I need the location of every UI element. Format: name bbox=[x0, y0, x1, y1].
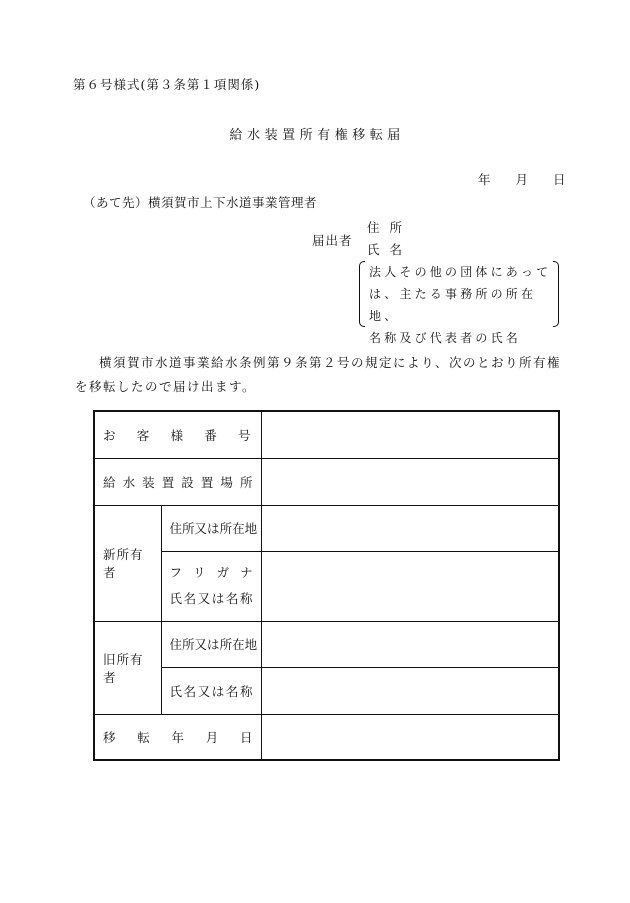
left-bracket bbox=[359, 261, 365, 327]
new-owner-address-label-text bbox=[169, 519, 258, 537]
install-location-label-text bbox=[103, 473, 253, 491]
label-char: 場 bbox=[220, 474, 233, 490]
table-row bbox=[94, 505, 559, 551]
old-owner-name-label-text bbox=[170, 682, 253, 700]
label-char: 氏 bbox=[169, 591, 183, 606]
label-char: 称 bbox=[239, 591, 253, 606]
new-owner-name-label bbox=[161, 551, 261, 621]
form-number: 第６号様式(第３条第１項関係) bbox=[73, 77, 261, 92]
date-line: 年 月 日 bbox=[478, 172, 566, 187]
label-char: 号 bbox=[238, 427, 253, 443]
label-char: フ bbox=[169, 565, 183, 580]
old-owner-address-label-text bbox=[169, 635, 258, 653]
label-char: 月 bbox=[205, 729, 219, 745]
label-char: 住 bbox=[169, 521, 183, 536]
customer-number-label bbox=[94, 411, 261, 458]
name-or-title-label bbox=[170, 586, 253, 612]
table-row bbox=[94, 621, 559, 667]
label-char: リ bbox=[193, 565, 206, 580]
body-line-1: 横須賀市水道事業給水条例第９条第２号の規定により、次のとおり所有権 bbox=[99, 355, 562, 370]
label-char: 住 bbox=[169, 637, 183, 652]
body-line-2: を移転したので届け出ます。 bbox=[75, 379, 257, 394]
new-owner-name-field[interactable] bbox=[261, 551, 559, 621]
customer-number-field[interactable] bbox=[261, 411, 559, 458]
label-char: 名 bbox=[183, 683, 197, 699]
label-char: 又 bbox=[194, 637, 208, 652]
label-char: 番 bbox=[204, 427, 219, 443]
label-char: 置 bbox=[161, 474, 175, 490]
corporate-note-line: は、主たる事務所の所在地、 bbox=[369, 287, 537, 323]
corporate-note-text bbox=[369, 261, 559, 349]
label-char: 装 bbox=[142, 474, 155, 490]
label-char: 置 bbox=[200, 474, 214, 490]
install-location-label bbox=[94, 458, 261, 505]
label-char: 日 bbox=[240, 729, 253, 745]
table-row bbox=[94, 667, 559, 714]
label-char: 名 bbox=[225, 591, 239, 606]
new-owner-address-field[interactable] bbox=[261, 505, 559, 551]
corporate-note-line: 名称及び代表者の氏名 bbox=[369, 331, 522, 345]
label-char: 所 bbox=[182, 521, 195, 536]
addressee: （あて先）横須賀市上下水道事業管理者 bbox=[83, 195, 318, 210]
notifier-name-label: 氏名 bbox=[367, 242, 413, 257]
label-char: 在 bbox=[232, 521, 245, 536]
label-char: 氏 bbox=[169, 683, 183, 699]
notifier-label: 届出者 bbox=[312, 233, 353, 248]
table-row bbox=[94, 411, 559, 458]
label-char: 所 bbox=[182, 637, 195, 652]
label-char: 移 bbox=[103, 729, 116, 745]
new-owner-address-label bbox=[161, 505, 261, 551]
label-char: 又 bbox=[197, 591, 211, 606]
label-char: ガ bbox=[216, 565, 230, 580]
transfer-date-label-text bbox=[103, 728, 253, 746]
corporate-note-line: 法人その他の団体にあって bbox=[369, 265, 552, 279]
notifier-address-label: 住所 bbox=[367, 220, 413, 235]
label-char: 設 bbox=[181, 474, 194, 490]
label-char: は bbox=[207, 637, 220, 652]
old-owner-label: 旧所有者 bbox=[94, 621, 161, 714]
corporate-note-bracket bbox=[359, 259, 559, 345]
install-location-field[interactable] bbox=[261, 458, 559, 505]
label-char: 又 bbox=[194, 521, 208, 536]
label-char: は bbox=[207, 521, 220, 536]
label-char: 地 bbox=[244, 521, 258, 536]
transfer-form-table bbox=[93, 410, 560, 761]
transfer-date-field[interactable] bbox=[261, 714, 559, 760]
transfer-date-label bbox=[94, 714, 261, 760]
label-char: 所 bbox=[239, 474, 253, 490]
old-owner-name-label bbox=[161, 667, 261, 714]
label-char: 客 bbox=[136, 427, 152, 443]
table-row bbox=[94, 458, 559, 505]
old-owner-name-field[interactable] bbox=[261, 667, 559, 714]
label-char: 様 bbox=[170, 427, 186, 443]
label-char: 所 bbox=[219, 637, 233, 652]
label-char: 名 bbox=[225, 683, 239, 699]
label-char: 給 bbox=[103, 474, 116, 490]
body-paragraph bbox=[75, 351, 565, 399]
table-row bbox=[94, 714, 559, 760]
old-owner-address-label bbox=[161, 621, 261, 667]
furigana-label bbox=[170, 560, 253, 586]
new-owner-label: 新所有者 bbox=[94, 505, 161, 621]
label-char: ナ bbox=[240, 565, 253, 580]
label-char: 年 bbox=[171, 729, 185, 745]
label-char: 水 bbox=[122, 474, 136, 490]
label-char: 地 bbox=[244, 637, 258, 652]
label-char: 在 bbox=[232, 637, 245, 652]
label-char: 又 bbox=[197, 683, 211, 699]
label-char: は bbox=[211, 591, 225, 606]
table-row bbox=[94, 551, 559, 621]
label-char: は bbox=[211, 683, 225, 699]
label-char: 所 bbox=[219, 521, 233, 536]
label-char: 転 bbox=[137, 729, 150, 745]
label-char: お bbox=[103, 427, 118, 443]
old-owner-address-field[interactable] bbox=[261, 621, 559, 667]
label-char: 名 bbox=[183, 591, 197, 606]
document-title: 給 水 装 置 所 有 権 移 転 届 bbox=[229, 128, 401, 143]
label-char: 称 bbox=[239, 683, 253, 699]
customer-number-label-text bbox=[103, 426, 253, 444]
